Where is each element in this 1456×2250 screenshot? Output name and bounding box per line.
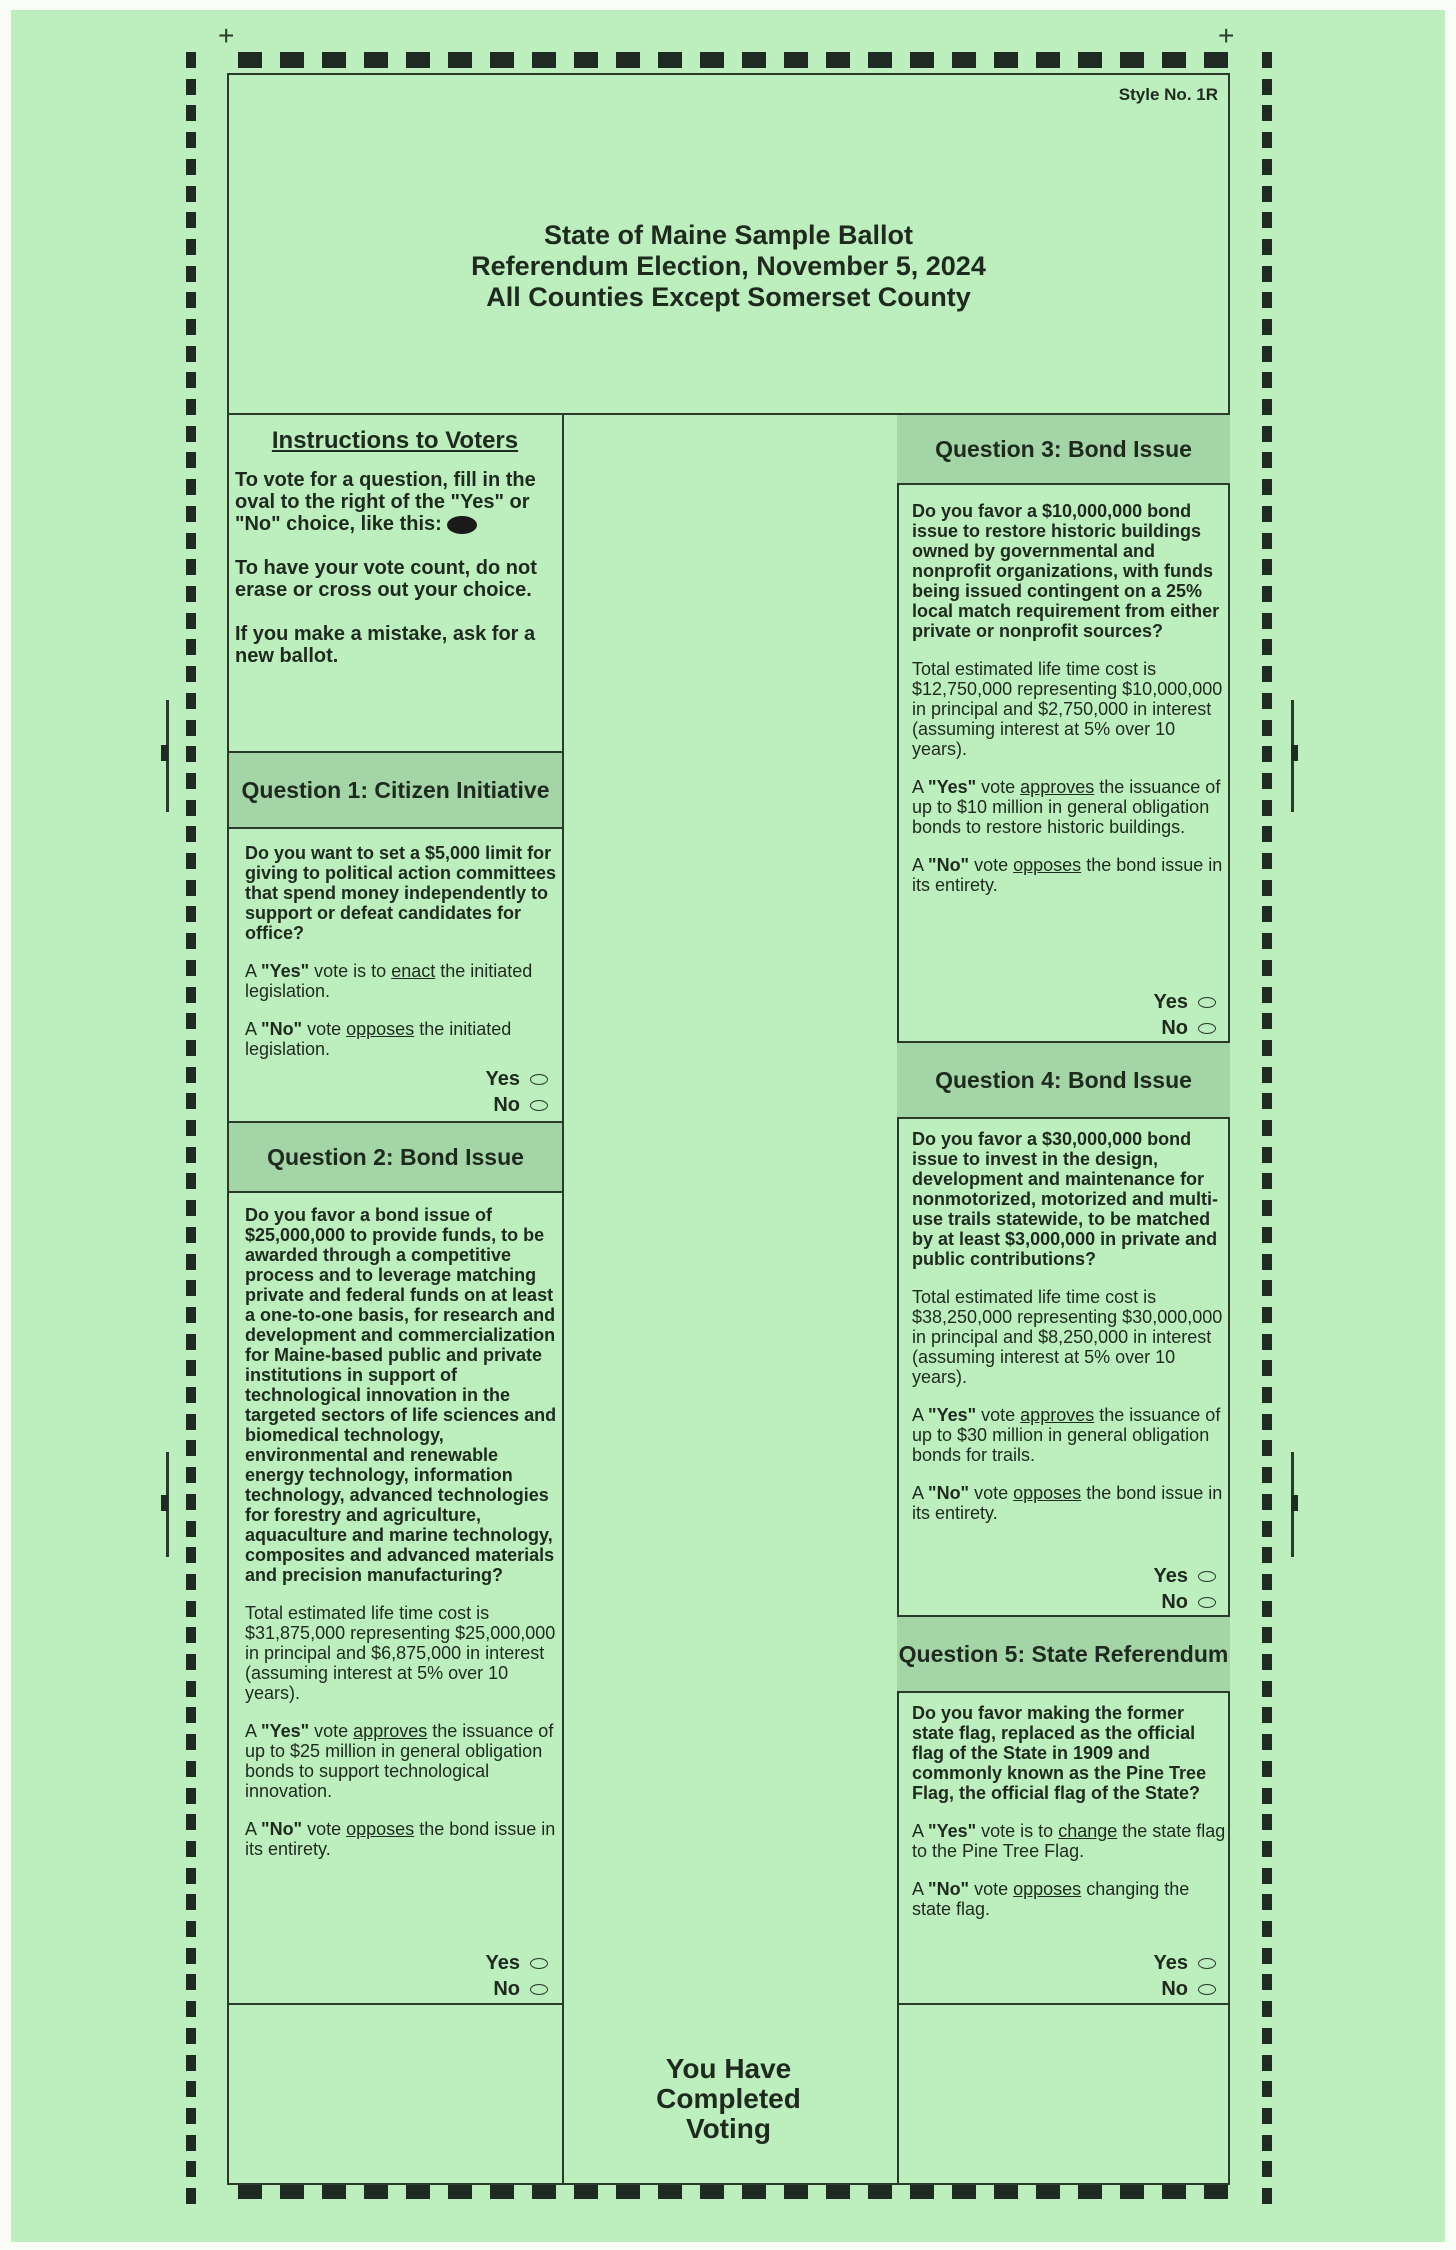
timing-mark: [910, 2183, 934, 2199]
bottom-row-divider-right: [897, 2003, 1230, 2005]
timing-mark: [910, 52, 934, 68]
timing-mark: [1262, 1280, 1272, 1296]
timing-mark: [186, 800, 196, 816]
timing-mark: [1262, 2135, 1272, 2151]
side-notch-left-lower: [161, 1495, 168, 1511]
question-2-no-explanation: A "No" vote opposes the bond issue in its entirety.: [245, 1819, 556, 1859]
question-1-header: Question 1: Citizen Initiative: [229, 751, 562, 829]
timing-mark: [186, 1627, 196, 1643]
timing-mark: [186, 2028, 196, 2044]
timing-mark: [186, 1254, 196, 1270]
timing-mark: [186, 1013, 196, 1029]
side-notch-right-lower: [1291, 1495, 1298, 1511]
timing-mark: [280, 52, 304, 68]
timing-mark: [700, 2183, 724, 2199]
timing-mark: [322, 2183, 346, 2199]
instructions-paragraph-2: To have your vote count, do not erase or cross out your choice.: [235, 557, 537, 601]
question-1-body: [245, 843, 559, 1077]
timing-mark: [532, 2183, 556, 2199]
filled-oval-example-icon: [447, 516, 477, 534]
question-3-yes-explanation: A "Yes" vote approves the issuance of up to $10 million in general obligation bonds to restore historic buildings.: [912, 777, 1221, 837]
timing-mark: [186, 399, 196, 415]
instructions-section: [235, 427, 555, 689]
timing-mark: [1262, 52, 1272, 68]
timing-mark: [186, 1707, 196, 1723]
question-5-yes-explanation: A "Yes" vote is to change the state flag to the Pine Tree Flag.: [912, 1821, 1226, 1861]
timing-mark: [186, 720, 196, 736]
question-5-no-explanation: A "No" vote opposes changing the state flag.: [912, 1879, 1190, 1919]
question-2-text: Do you favor a bond issue of $25,000,000 to provide funds, to be awarded through a competitive process and to leverage matching private and federal funds on at least a one-to-one basis, for research and development and commercialization for Maine-based public and private institutions in support of technological innovation in the targeted sectors of life sciences and biomedical technology, environmental and renewable energy technology, information technology, advanced technologies for forestry and agriculture, aquaculture and marine technology, composites and advanced materials and precision manufacturing?: [245, 1205, 557, 1585]
timing-mark: [1262, 1360, 1272, 1376]
timing-mark: [1262, 1067, 1272, 1083]
question-2-yes-explanation: A "Yes" vote approves the issuance of up to $25 million in general obligation bonds to support technological innovation.: [245, 1721, 554, 1801]
question-4-yes-oval[interactable]: [1198, 1571, 1216, 1582]
timing-mark: [1262, 1387, 1272, 1403]
timing-mark: [186, 853, 196, 869]
timing-mark: [1262, 239, 1272, 255]
timing-mark: [186, 266, 196, 282]
timing-mark: [1262, 2081, 1272, 2097]
timing-mark: [1078, 52, 1102, 68]
question-2-body: [245, 1205, 559, 1877]
registration-crosshair-left: +: [218, 20, 235, 51]
timing-mark: [186, 773, 196, 789]
timing-mark: [1162, 52, 1186, 68]
timing-mark: [490, 52, 514, 68]
question-4-text: Do you favor a $30,000,000 bond issue to invest in the design, development and maintenance for nonmotorized, motorized and multi-use trails statewide, to be matched by at least $3,000,000 in private and public contributions?: [912, 1129, 1218, 1269]
timing-mark: [1262, 666, 1272, 682]
timing-mark: [1262, 1627, 1272, 1643]
timing-mark: [1262, 1814, 1272, 1830]
timing-mark: [1262, 1654, 1272, 1670]
timing-mark: [532, 52, 556, 68]
timing-mark: [364, 2183, 388, 2199]
timing-mark: [186, 880, 196, 896]
timing-mark: [186, 559, 196, 575]
timing-mark: [186, 1227, 196, 1243]
timing-mark: [1262, 266, 1272, 282]
timing-mark: [186, 1494, 196, 1510]
timing-mark: [784, 52, 808, 68]
timing-mark: [186, 1761, 196, 1777]
question-1-no-choice[interactable]: No: [493, 1092, 548, 1118]
timing-mark: [186, 372, 196, 388]
completed-voting-message: You Have Completed Voting: [656, 2053, 801, 2144]
timing-mark: [1262, 533, 1272, 549]
timing-mark: [952, 2183, 976, 2199]
question-2-yes-choice[interactable]: Yes: [486, 1950, 548, 1976]
timing-mark: [448, 2183, 472, 2199]
question-3-yes-choice[interactable]: Yes: [1154, 989, 1216, 1015]
timing-mark: [186, 1307, 196, 1323]
timing-mark: [186, 1067, 196, 1083]
timing-mark: [186, 1868, 196, 1884]
question-5-yes-choice[interactable]: Yes: [1154, 1950, 1216, 1976]
question-5-body: [912, 1703, 1230, 1937]
timing-mark: [1262, 2001, 1272, 2017]
timing-mark: [186, 1681, 196, 1697]
timing-mark: [1262, 693, 1272, 709]
timing-mark: [1262, 452, 1272, 468]
timing-mark: [186, 613, 196, 629]
timing-mark: [826, 52, 850, 68]
timing-mark: [1262, 1307, 1272, 1323]
instructions-paragraph-3: If you make a mistake, ask for a new ballot.: [235, 623, 536, 667]
question-4-yes-choice[interactable]: Yes: [1154, 1563, 1216, 1589]
timing-mark: [406, 52, 430, 68]
timing-mark: [1262, 1440, 1272, 1456]
timing-mark: [1262, 800, 1272, 816]
timing-mark: [186, 1948, 196, 1964]
timing-mark: [186, 2081, 196, 2097]
column-divider-left: [562, 413, 564, 2185]
question-1-text: Do you want to set a $5,000 limit for giving to political action committees that spend money independently to support or defeat candidates for office?: [245, 843, 557, 943]
timing-mark: [186, 1440, 196, 1456]
timing-mark: [448, 52, 472, 68]
timing-mark: [186, 1894, 196, 1910]
question-3-yes-oval[interactable]: [1198, 997, 1216, 1008]
timing-mark: [186, 506, 196, 522]
question-5-yes-oval[interactable]: [1198, 1958, 1216, 1969]
timing-mark: [1262, 105, 1272, 121]
timing-mark: [1204, 2183, 1228, 2199]
timing-mark: [186, 1974, 196, 1990]
timing-mark: [1262, 826, 1272, 842]
timing-mark: [1078, 2183, 1102, 2199]
timing-mark: [186, 479, 196, 495]
timing-mark: [1262, 292, 1272, 308]
timing-mark: [186, 132, 196, 148]
timing-mark: [186, 1040, 196, 1056]
question-5-no-choice[interactable]: No: [1161, 1976, 1216, 2002]
question-1-no-oval[interactable]: [530, 1100, 548, 1111]
timing-mark: [1036, 52, 1060, 68]
timing-mark: [1262, 2188, 1272, 2204]
timing-mark: [1262, 1788, 1272, 1804]
timing-mark: [1262, 773, 1272, 789]
timing-mark: [1262, 1173, 1272, 1189]
timing-marks-bottom: [0, 2183, 1456, 2201]
instructions-title: Instructions to Voters: [271, 427, 519, 454]
timing-mark: [658, 52, 682, 68]
ballot-title: [229, 220, 1228, 313]
timing-mark: [1262, 720, 1272, 736]
question-3-text: Do you favor a $10,000,000 bond issue to restore historic buildings owned by governmental and nonprofit organizations, with funds being issued contingent on a 25% local match requirement from either private or nonprofit sources?: [912, 501, 1220, 641]
timing-mark: [186, 1521, 196, 1537]
timing-mark: [784, 2183, 808, 2199]
timing-mark: [186, 746, 196, 762]
timing-mark: [1262, 1093, 1272, 1109]
timing-mark: [1262, 1040, 1272, 1056]
timing-marks-left: [186, 52, 196, 2202]
ballot-frame: [227, 73, 1230, 2185]
title-line-1: State of Maine Sample Ballot: [543, 220, 914, 250]
timing-mark: [238, 52, 262, 68]
timing-mark: [1262, 933, 1272, 949]
timing-mark: [868, 52, 892, 68]
timing-mark: [1262, 1761, 1272, 1777]
timing-mark: [1120, 2183, 1144, 2199]
timing-mark: [186, 319, 196, 335]
timing-mark: [1262, 372, 1272, 388]
timing-mark: [1262, 987, 1272, 1003]
timing-mark: [186, 2135, 196, 2151]
timing-mark: [1262, 212, 1272, 228]
timing-mark: [1262, 586, 1272, 602]
timing-mark: [186, 533, 196, 549]
timing-mark: [186, 1921, 196, 1937]
timing-mark: [1262, 1601, 1272, 1617]
timing-mark: [186, 1200, 196, 1216]
timing-mark: [186, 1093, 196, 1109]
question-4-no-choice[interactable]: No: [1161, 1589, 1216, 1615]
instructions-paragraph-1: To vote for a question, fill in the oval to the right of the "Yes" or "No" choice, like this:: [235, 469, 536, 535]
timing-mark: [1162, 2183, 1186, 2199]
timing-mark: [186, 1814, 196, 1830]
timing-mark: [186, 1574, 196, 1590]
timing-mark: [186, 346, 196, 362]
question-3-no-oval[interactable]: [1198, 1023, 1216, 1034]
timing-marks-right: [1262, 52, 1272, 2202]
timing-mark: [1262, 1921, 1272, 1937]
timing-mark: [1262, 880, 1272, 896]
timing-mark: [186, 586, 196, 602]
timing-mark: [186, 906, 196, 922]
timing-mark: [186, 1841, 196, 1857]
timing-mark: [994, 52, 1018, 68]
title-line-3: All Counties Except Somerset County: [486, 282, 971, 312]
timing-mark: [186, 79, 196, 95]
timing-mark: [1262, 1948, 1272, 1964]
timing-mark: [186, 105, 196, 121]
timing-mark: [186, 1654, 196, 1670]
timing-mark: [1262, 1707, 1272, 1723]
side-notch-right-upper: [1291, 745, 1298, 761]
timing-mark: [1262, 906, 1272, 922]
timing-mark: [186, 826, 196, 842]
timing-mark: [1262, 1868, 1272, 1884]
timing-mark: [186, 452, 196, 468]
timing-mark: [186, 2188, 196, 2204]
timing-mark: [1262, 1547, 1272, 1563]
timing-mark: [1262, 346, 1272, 362]
timing-mark: [700, 52, 724, 68]
timing-mark: [1262, 132, 1272, 148]
timing-mark: [1262, 960, 1272, 976]
question-2-header: Question 2: Bond Issue: [229, 1121, 562, 1193]
timing-mark: [186, 239, 196, 255]
timing-mark: [1262, 613, 1272, 629]
timing-marks-top: [0, 52, 1456, 70]
timing-mark: [238, 2183, 262, 2199]
timing-mark: [1262, 639, 1272, 655]
timing-mark: [1262, 479, 1272, 495]
timing-mark: [868, 2183, 892, 2199]
timing-mark: [1262, 1334, 1272, 1350]
timing-mark: [574, 52, 598, 68]
timing-mark: [1262, 399, 1272, 415]
timing-mark: [1262, 1894, 1272, 1910]
timing-mark: [1262, 2028, 1272, 2044]
question-5-text: Do you favor making the former state flag, replaced as the official flag of the State in 1909 and commonly known as the Pine Tree Flag, the official flag of the State?: [912, 1703, 1207, 1803]
timing-mark: [186, 1173, 196, 1189]
question-3-no-choice[interactable]: No: [1161, 1015, 1216, 1041]
timing-mark: [1262, 79, 1272, 95]
timing-mark: [186, 2161, 196, 2177]
timing-mark: [1262, 186, 1272, 202]
timing-mark: [186, 1120, 196, 1136]
question-5-no-oval[interactable]: [1198, 1984, 1216, 1995]
timing-mark: [1262, 1254, 1272, 1270]
timing-mark: [186, 1547, 196, 1563]
timing-mark: [1204, 52, 1228, 68]
timing-mark: [186, 1280, 196, 1296]
timing-mark: [1262, 1494, 1272, 1510]
timing-mark: [1262, 1974, 1272, 1990]
timing-mark: [1262, 1013, 1272, 1029]
timing-mark: [280, 2183, 304, 2199]
question-2-yes-oval[interactable]: [530, 1958, 548, 1969]
timing-mark: [186, 212, 196, 228]
timing-mark: [574, 2183, 598, 2199]
timing-mark: [1262, 1574, 1272, 1590]
timing-mark: [1262, 746, 1272, 762]
title-line-2: Referendum Election, November 5, 2024: [471, 251, 986, 281]
question-2-no-oval[interactable]: [530, 1984, 548, 1995]
question-4-no-explanation: A "No" vote opposes the bond issue in its entirety.: [912, 1483, 1223, 1523]
timing-mark: [1262, 1734, 1272, 1750]
timing-mark: [1036, 2183, 1060, 2199]
timing-mark: [186, 1601, 196, 1617]
timing-mark: [186, 2001, 196, 2017]
question-3-body: [912, 501, 1230, 913]
timing-mark: [186, 1414, 196, 1430]
question-4-cost: Total estimated life time cost is $38,250,000 representing $30,000,000 in principal and $8,250,000 in interest (assuming interest at 5% over 10 years).: [912, 1287, 1223, 1387]
column-divider-right: [897, 413, 899, 2185]
side-notch-left-upper: [161, 745, 168, 761]
timing-mark: [186, 52, 196, 68]
timing-mark: [742, 52, 766, 68]
question-4-no-oval[interactable]: [1198, 1597, 1216, 1608]
timing-mark: [186, 933, 196, 949]
timing-mark: [1262, 319, 1272, 335]
question-5-header: Question 5: State Referendum: [897, 1615, 1230, 1693]
question-2-no-choice[interactable]: No: [493, 1976, 548, 2002]
question-1-no-explanation: A "No" vote opposes the initiated legislation.: [245, 1019, 512, 1059]
timing-mark: [994, 2183, 1018, 2199]
timing-mark: [322, 52, 346, 68]
timing-mark: [186, 1147, 196, 1163]
timing-mark: [364, 52, 388, 68]
timing-mark: [1262, 2108, 1272, 2124]
style-number: Style No. 1R: [1118, 85, 1218, 104]
timing-mark: [186, 1734, 196, 1750]
timing-mark: [1262, 1467, 1272, 1483]
question-3-no-explanation: A "No" vote opposes the bond issue in its entirety.: [912, 855, 1223, 895]
timing-mark: [1262, 1147, 1272, 1163]
timing-mark: [1262, 426, 1272, 442]
question-3-cost: Total estimated life time cost is $12,750,000 representing $10,000,000 in principal and $2,750,000 in interest (assuming interest at 5% over 10 years).: [912, 659, 1223, 759]
timing-mark: [1262, 2055, 1272, 2071]
timing-mark: [186, 426, 196, 442]
timing-mark: [1262, 506, 1272, 522]
timing-mark: [186, 639, 196, 655]
timing-mark: [616, 2183, 640, 2199]
timing-mark: [186, 1387, 196, 1403]
timing-mark: [1262, 1414, 1272, 1430]
timing-mark: [186, 693, 196, 709]
timing-mark: [186, 1334, 196, 1350]
timing-mark: [490, 2183, 514, 2199]
timing-mark: [1262, 2161, 1272, 2177]
timing-mark: [186, 292, 196, 308]
timing-mark: [1262, 1681, 1272, 1697]
timing-mark: [1262, 1200, 1272, 1216]
timing-mark: [186, 1788, 196, 1804]
timing-mark: [186, 2055, 196, 2071]
timing-mark: [186, 186, 196, 202]
timing-mark: [1262, 1120, 1272, 1136]
timing-mark: [186, 1467, 196, 1483]
timing-mark: [952, 52, 976, 68]
timing-mark: [186, 1360, 196, 1376]
timing-mark: [1262, 853, 1272, 869]
timing-mark: [1262, 559, 1272, 575]
timing-mark: [186, 159, 196, 175]
question-1-yes-oval[interactable]: [530, 1074, 548, 1085]
question-1-yes-choice[interactable]: Yes: [486, 1066, 548, 1092]
question-4-body: [912, 1129, 1230, 1541]
timing-mark: [406, 2183, 430, 2199]
question-3-header: Question 3: Bond Issue: [897, 413, 1230, 485]
timing-mark: [1262, 159, 1272, 175]
question-4-header: Question 4: Bond Issue: [897, 1041, 1230, 1119]
registration-crosshair-right: +: [1218, 20, 1235, 51]
timing-mark: [742, 2183, 766, 2199]
question-2-cost: Total estimated life time cost is $31,875,000 representing $25,000,000 in principal and $6,875,000 in interest (assuming interest at 5% over 10 years).: [245, 1603, 556, 1703]
question-1-yes-explanation: A "Yes" vote is to enact the initiated legislation.: [245, 961, 533, 1001]
timing-mark: [616, 52, 640, 68]
timing-mark: [658, 2183, 682, 2199]
timing-mark: [1262, 1227, 1272, 1243]
timing-mark: [186, 2108, 196, 2124]
timing-mark: [1262, 1841, 1272, 1857]
question-4-yes-explanation: A "Yes" vote approves the issuance of up to $30 million in general obligation bonds for trails.: [912, 1405, 1221, 1465]
timing-mark: [1120, 52, 1144, 68]
bottom-row-divider-left: [229, 2003, 562, 2005]
timing-mark: [186, 666, 196, 682]
timing-mark: [186, 960, 196, 976]
timing-mark: [826, 2183, 850, 2199]
timing-mark: [1262, 1521, 1272, 1537]
timing-mark: [186, 987, 196, 1003]
